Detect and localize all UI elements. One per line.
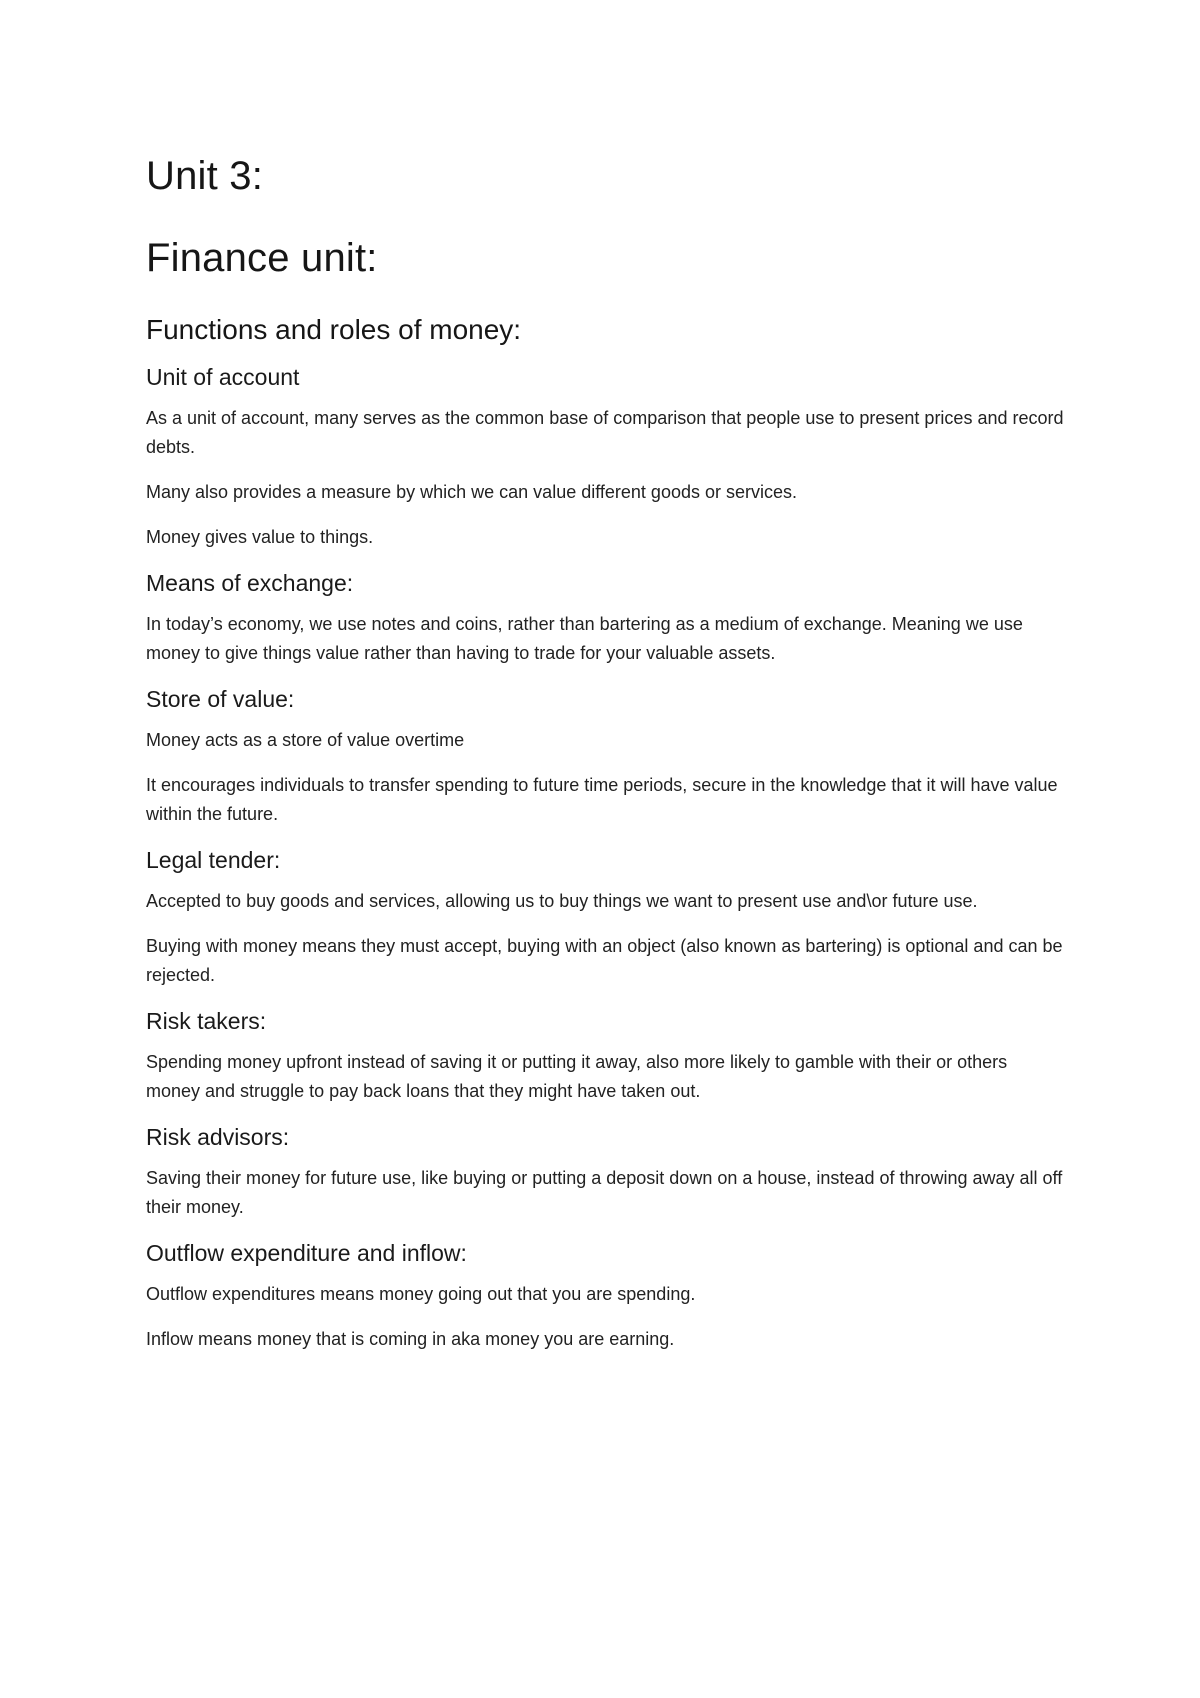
section-risk-advisors	[146, 1122, 1066, 1222]
section-outflow-inflow	[146, 1238, 1066, 1354]
section-heading: Outflow expenditure and inflow:	[146, 1240, 467, 1266]
section-paragraph: Saving their money for future use, like buying or putting a deposit down on a house, instead of throwing away all off their money.	[146, 1168, 1063, 1217]
section-paragraph: It encourages individuals to transfer spending to future time periods, secure in the knowledge that it will have value within the future.	[146, 775, 1058, 824]
section-heading: Means of exchange:	[146, 570, 354, 596]
document-content	[146, 152, 1066, 1370]
section-paragraph: In today’s economy, we use notes and coins, rather than bartering as a medium of exchange. Meaning we use money to give things value rather than having to trade for your valuable assets.	[146, 614, 1023, 663]
section-unit-of-account	[146, 362, 1066, 552]
section-heading: Unit of account	[146, 364, 300, 390]
section-paragraph: As a unit of account, many serves as the common base of comparison that people use to present prices and record debts.	[146, 408, 1064, 457]
section-heading: Risk advisors:	[146, 1124, 290, 1150]
section-paragraph: Money gives value to things.	[146, 527, 374, 547]
functions-and-roles-heading: Functions and roles of money:	[146, 314, 522, 345]
section-risk-takers	[146, 1006, 1066, 1106]
section-means-of-exchange	[146, 568, 1066, 668]
section-heading: Risk takers:	[146, 1008, 267, 1034]
section-heading: Legal tender:	[146, 847, 281, 873]
section-heading: Store of value:	[146, 686, 295, 712]
section-legal-tender	[146, 845, 1066, 990]
section-paragraph: Money acts as a store of value overtime	[146, 730, 465, 750]
section-paragraph: Buying with money means they must accept, buying with an object (also known as bartering) is optional and can be rejected.	[146, 936, 1063, 985]
section-store-of-value	[146, 684, 1066, 829]
finance-unit-title: Finance unit:	[146, 236, 378, 280]
section-paragraph: Inflow means money that is coming in aka money you are earning.	[146, 1329, 675, 1349]
section-paragraph: Many also provides a measure by which we can value different goods or services.	[146, 482, 797, 502]
section-paragraph: Outflow expenditures means money going out that you are spending.	[146, 1284, 696, 1304]
section-paragraph: Accepted to buy goods and services, allowing us to buy things we want to present use and\or future use.	[146, 891, 978, 911]
unit-title: Unit 3:	[146, 154, 264, 198]
section-paragraph: Spending money upfront instead of saving it or putting it away, also more likely to gamble with their or others money and struggle to pay back loans that they might have taken out.	[146, 1052, 1008, 1101]
